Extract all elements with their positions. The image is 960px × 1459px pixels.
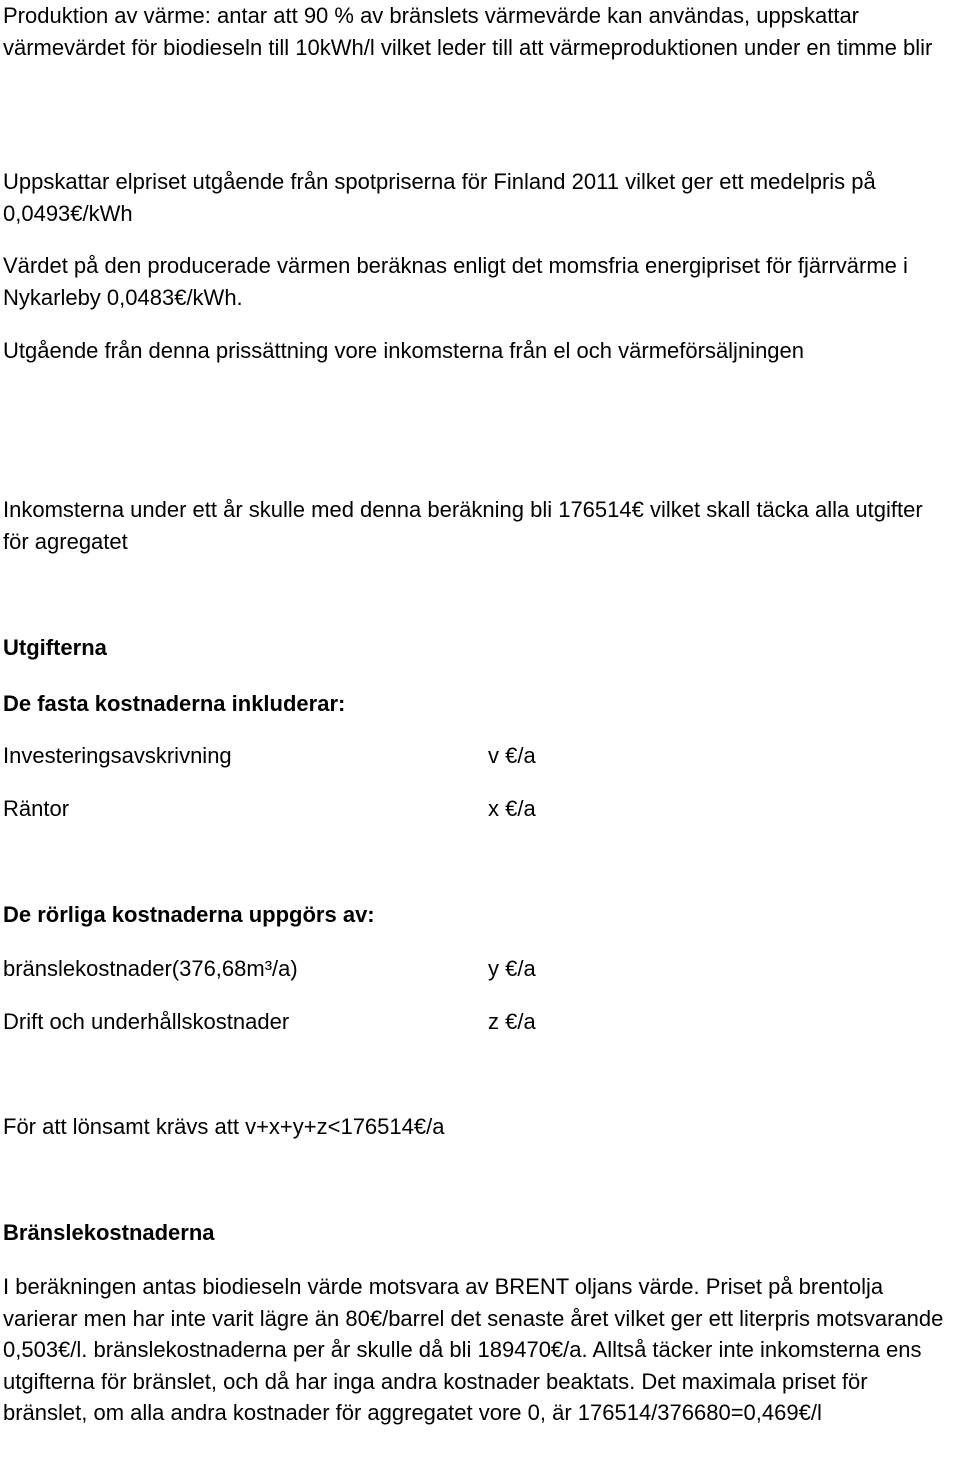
cost-value: y €/a: [488, 956, 536, 981]
fixed-cost-row: [3, 740, 943, 772]
paragraph-heat-value: Värdet på den producerade värmen beräknas enligt det momsfria energipriset för fjärrvärme i Nykarleby 0,0483€/kWh.: [3, 253, 908, 310]
paragraph-profitability: För att lönsamt krävs att v+x+y+z<176514€/a: [3, 1114, 445, 1139]
heading-expenses: Utgifterna: [3, 635, 107, 660]
variable-cost-row: [3, 1006, 943, 1038]
cost-label: Investeringsavskrivning: [3, 743, 232, 768]
paragraph-annual-income: Inkomsterna under ett år skulle med denna beräkning bli 176514€ vilket skall täcka alla utgifter för agregatet: [3, 497, 923, 554]
variable-cost-row: [3, 953, 943, 985]
heading-fuel-costs: Bränslekostnaderna: [3, 1220, 215, 1245]
cost-value: z €/a: [488, 1009, 536, 1034]
fixed-cost-row: [3, 793, 943, 825]
cost-label: bränslekostnader(376,68m³/a): [3, 956, 298, 981]
paragraph-fuel-costs: I beräkningen antas biodieseln värde motsvara av BRENT oljans värde. Priset på brentolja varierar men har inte varit lägre än 80€/barrel det senaste året vilket ger ett literpris motsvarande 0,503€/l. bränslekostnaderna per år skulle då bli 189470€/a. Alltså täcker inte inkomsterna ens utgifterna för bränslet, och då har inga andra kostnader beaktats. Det maximala priset för bränslet, om alla andra kostnader för aggregatet vore 0, är 176514/376680=0,469€/l: [3, 1274, 944, 1426]
cost-value: v €/a: [488, 743, 536, 768]
paragraph-heat-production: Produktion av värme: antar att 90 % av bränslets värmevärde kan användas, uppskattar värmevärdet för biodieseln till 10kWh/l vilket leder till att värmeproduktionen under en timme blir: [3, 3, 933, 60]
paragraph-electricity-price: Uppskattar elpriset utgående från spotpriserna för Finland 2011 vilket ger ett medelpris på 0,0493€/kWh: [3, 169, 876, 226]
cost-value: x €/a: [488, 796, 536, 821]
cost-label: Drift och underhållskostnader: [3, 1009, 290, 1034]
cost-label: Räntor: [3, 796, 70, 821]
heading-fixed-costs: De fasta kostnaderna inkluderar:: [3, 691, 346, 716]
paragraph-income-basis: Utgående från denna prissättning vore inkomsterna från el och värmeförsäljningen: [3, 338, 805, 363]
heading-variable-costs: De rörliga kostnaderna uppgörs av:: [3, 902, 375, 927]
